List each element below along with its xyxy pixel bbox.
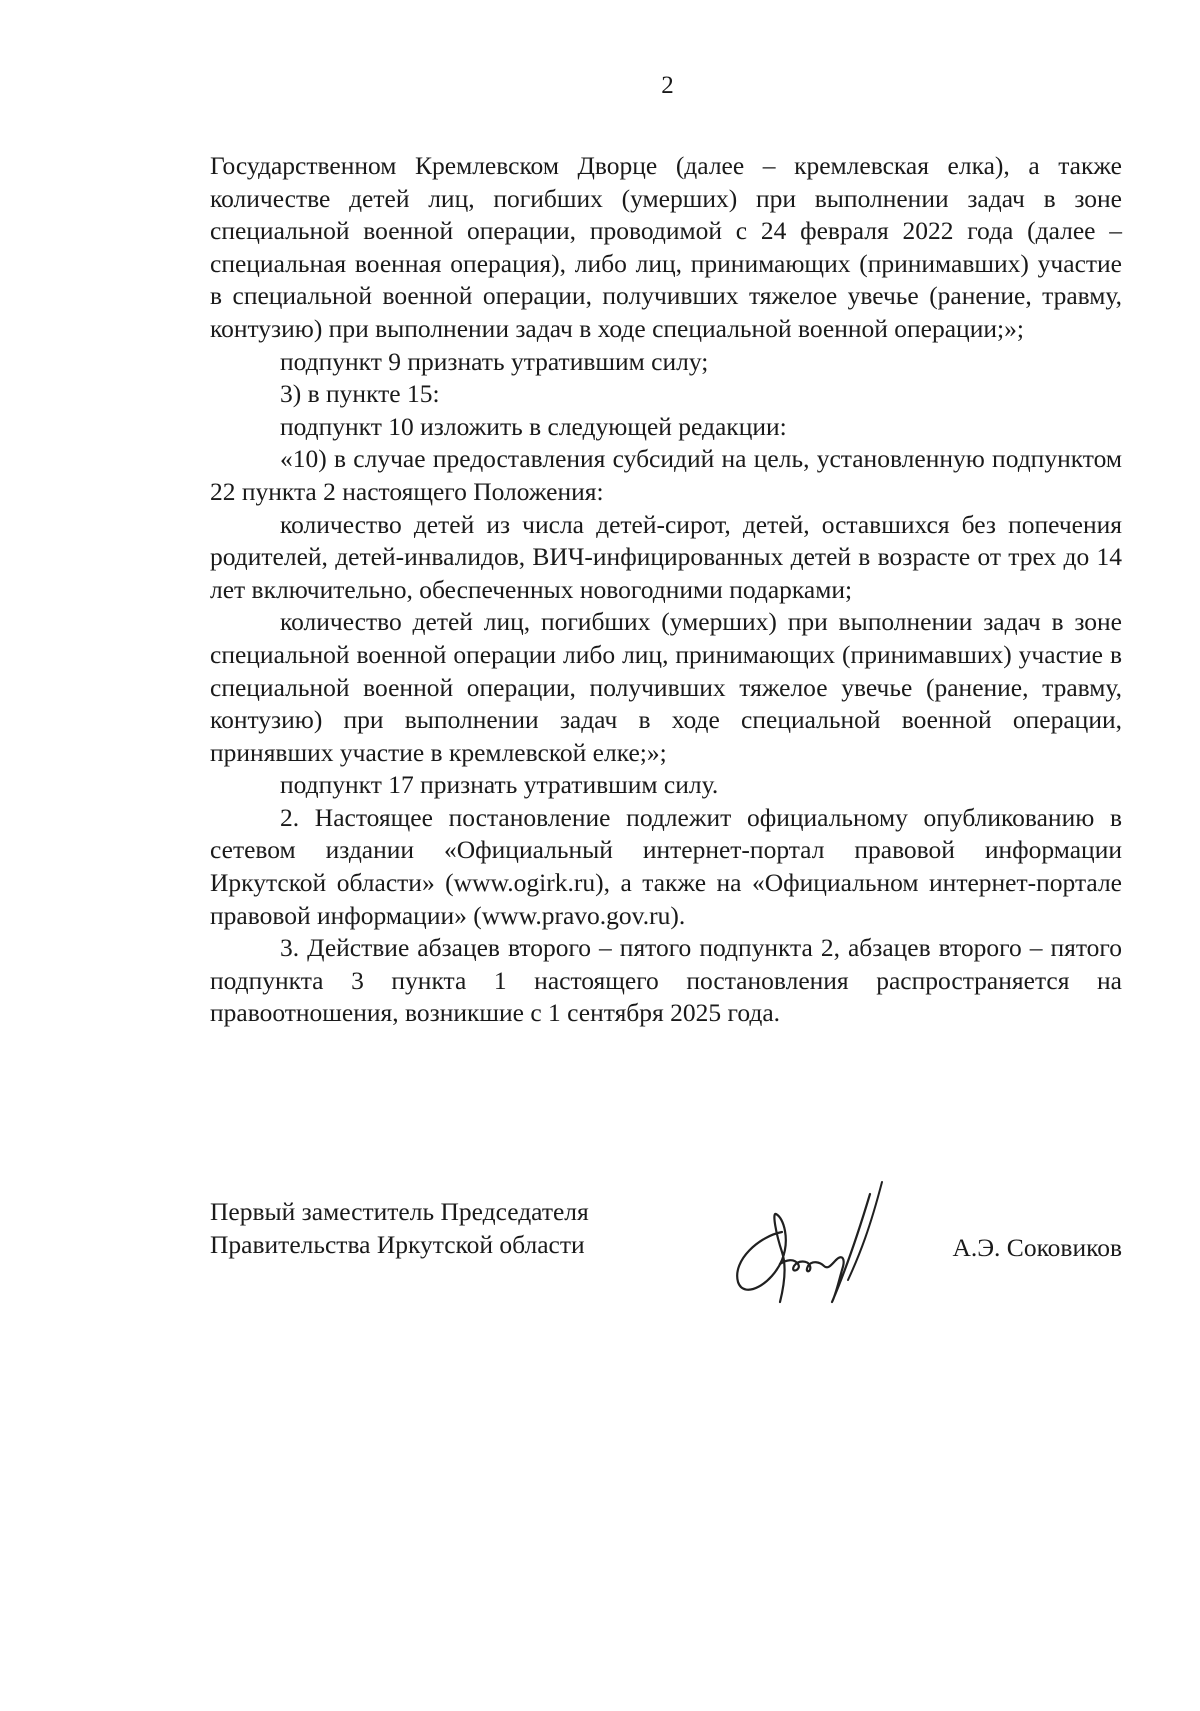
paragraph-publication: 2. Настоящее постановление подлежит официальному опубликованию в сетевом издании «Официальный интернет-портал правовой информации Иркутской области» (www.ogirk.ru), а также на «Официальном интернет-портале правовой информации» (www.pravo.gov.ru). <box>210 802 1122 930</box>
paragraph-subitem-10-edit: подпункт 10 изложить в следующей редакции: <box>280 411 787 441</box>
page-number: 2 <box>661 72 674 99</box>
paragraph-subitem-10-text: «10) в случае предоставления субсидий на цель, установленную подпунктом 22 пункта 2 настоящего Положения: <box>210 444 1122 506</box>
document-body <box>210 150 1122 1030</box>
paragraph-svo-children-count: количество детей лиц, погибших (умерших) при выполнении задач в зоне специальной военной операции либо лиц, принимающих (принимавших) участие в специальной военной операции, получивших тяжелое увечье (ранение, травму, контузию) при выполнении задач в ходе специальной военной операции, принявших участие в кремлевской елке;»; <box>210 607 1122 767</box>
paragraph-continuation: Государственном Кремлевском Дворце (далее – кремлевская елка), а также количестве детей лиц, погибших (умерших) при выполнении задач в зоне специальной военной операции, проводимой с 24 февраля 2022 года (далее – специальная военная операция), либо лиц, принимающих (принимавших) участие в специальной военной операции, получивших тяжелое увечье (ранение, травму, контузию) при выполнении задач в ходе специальной военной операции;»; <box>210 151 1122 343</box>
signer-position <box>210 1196 589 1261</box>
signature-block <box>210 1196 1122 1316</box>
signer-position-line-1: Первый заместитель Председателя <box>210 1197 589 1226</box>
signer-position-line-2: Правительства Иркутской области <box>210 1229 585 1259</box>
handwritten-signature <box>720 1174 920 1304</box>
paragraph-subitem-9-repealed: подпункт 9 признать утратившим силу; <box>280 346 709 376</box>
signer-name: А.Э. Соковиков <box>952 1233 1122 1262</box>
paragraph-subitem-17-repealed: подпункт 17 признать утратившим силу. <box>280 770 719 800</box>
paragraph-item-15-heading: 3) в пункте 15: <box>280 379 440 409</box>
paragraph-effective-date: 3. Действие абзацев второго – пятого подпункта 2, абзацев второго – пятого подпункта 3 пункта 1 настоящего постановления распространяется на правоотношения, возникшие с 1 сентября 2025 года. <box>210 933 1122 1028</box>
paragraph-orphans-count: количество детей из числа детей-сирот, детей, оставшихся без попечения родителей, детей-инвалидов, ВИЧ-инфицированных детей в возрасте от трех до 14 лет включительно, обеспеченных новогодними подарками; <box>210 509 1122 604</box>
